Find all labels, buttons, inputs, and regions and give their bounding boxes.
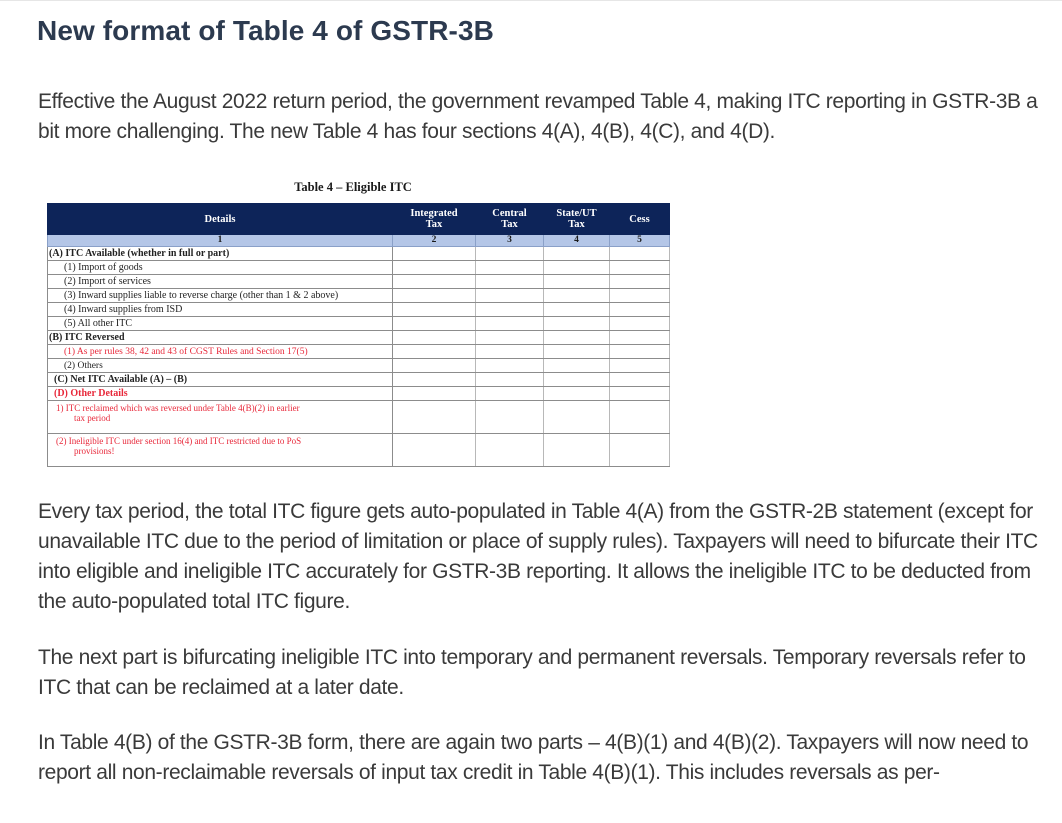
cell-state: [544, 247, 610, 261]
cell-central: [476, 359, 544, 373]
figure-title: Table 4 – Eligible ITC: [294, 180, 412, 194]
cell-integrated: [393, 317, 476, 331]
table-row: [48, 303, 670, 317]
cell-state: [544, 289, 610, 303]
cell-state: [544, 345, 610, 359]
row-label-line2: provisions!: [74, 446, 115, 456]
cell-central: [476, 247, 544, 261]
row-label: (C) Net ITC Available (A) – (B): [48, 373, 393, 387]
cell-integrated: [393, 373, 476, 387]
col-number: 4: [544, 235, 610, 247]
row-label-line2: tax period: [74, 413, 111, 423]
row-label: (B) ITC Reversed: [48, 331, 393, 345]
cell-cess: [610, 331, 670, 345]
cell-central: [476, 387, 544, 401]
cell-integrated: [393, 401, 476, 434]
table-row: [48, 345, 670, 359]
intro-paragraph: Effective the August 2022 return period, the government revamped Table 4, making ITC reporting in GSTR-3B a bit more challenging. The new Table 4 has four sections 4(A), 4(B), 4(C), and 4(D).: [38, 90, 1038, 143]
column-number-row: [48, 235, 670, 247]
cell-cess: [610, 373, 670, 387]
cell-integrated: [393, 247, 476, 261]
cell-central: [476, 317, 544, 331]
cell-integrated: [393, 387, 476, 401]
cell-state: [544, 275, 610, 289]
table-row: [48, 387, 670, 401]
cell-integrated: [393, 261, 476, 275]
row-label: (2) Import of services: [48, 275, 393, 289]
row-label: (A) ITC Available (whether in full or part): [48, 247, 393, 261]
col-header-details: Details: [48, 204, 393, 235]
table-row: [48, 359, 670, 373]
col-number: 5: [610, 235, 670, 247]
cell-integrated: [393, 345, 476, 359]
table-row: [48, 317, 670, 331]
page-title: New format of Table 4 of GSTR-3B: [37, 15, 494, 46]
cell-state: [544, 387, 610, 401]
table-row: [48, 275, 670, 289]
table4b-paragraph: In Table 4(B) of the GSTR-3B form, there are again two parts – 4(B)(1) and 4(B)(2). Taxpayers will now need to report all non-reclaimable reversals of input tax credit in Table 4(B)(1). This includes reversals as per-: [38, 731, 1029, 784]
cell-central: [476, 275, 544, 289]
row-label: (1) Import of goods: [48, 261, 393, 275]
row-label: (4) Inward supplies from ISD: [48, 303, 393, 317]
cell-cess: [610, 261, 670, 275]
row-label: [48, 401, 393, 434]
cell-cess: [610, 289, 670, 303]
row-label: (2) Others: [48, 359, 393, 373]
row-label: (3) Inward supplies liable to reverse charge (other than 1 & 2 above): [48, 289, 393, 303]
cell-cess: [610, 303, 670, 317]
cell-integrated: [393, 331, 476, 345]
cell-central: [476, 303, 544, 317]
cell-central: [476, 331, 544, 345]
col-header-central-tax: Central Tax: [476, 204, 544, 235]
cell-cess: [610, 387, 670, 401]
table-row: [48, 373, 670, 387]
cell-central: [476, 289, 544, 303]
cell-central: [476, 261, 544, 275]
eligible-itc-table: [47, 203, 670, 467]
cell-integrated: [393, 275, 476, 289]
cell-cess: [610, 275, 670, 289]
col-header-cess: Cess: [610, 204, 670, 235]
cell-state: [544, 373, 610, 387]
cell-integrated: [393, 289, 476, 303]
col-header-integrated-tax: Integrated Tax: [393, 204, 476, 235]
col-number: 2: [393, 235, 476, 247]
table-row: [48, 261, 670, 275]
cell-cess: [610, 345, 670, 359]
row-label-line1: 1) ITC reclaimed which was reversed under Table 4(B)(2) in earlier: [56, 403, 300, 413]
row-label: [48, 434, 393, 467]
row-label: (D) Other Details: [48, 387, 393, 401]
col-header-state-ut-tax: State/UT Tax: [544, 204, 610, 235]
cell-central: [476, 434, 544, 467]
top-divider: [0, 0, 1062, 1]
cell-central: [476, 401, 544, 434]
cell-state: [544, 317, 610, 331]
cell-cess: [610, 401, 670, 434]
table-row: [48, 434, 670, 467]
cell-central: [476, 373, 544, 387]
table-row: [48, 401, 670, 434]
col-number: 1: [48, 235, 393, 247]
table-row: [48, 247, 670, 261]
cell-state: [544, 401, 610, 434]
cell-state: [544, 359, 610, 373]
table-row: [48, 331, 670, 345]
col-number: 3: [476, 235, 544, 247]
cell-state: [544, 303, 610, 317]
reversal-paragraph: The next part is bifurcating ineligible ITC into temporary and permanent reversals. Temporary reversals refer to ITC that can be reclaimed at a later date.: [38, 646, 1026, 699]
table-header-row: [48, 204, 670, 235]
cell-cess: [610, 434, 670, 467]
cell-integrated: [393, 359, 476, 373]
cell-cess: [610, 247, 670, 261]
cell-central: [476, 345, 544, 359]
table-row: [48, 289, 670, 303]
cell-integrated: [393, 434, 476, 467]
row-label-line1: (2) Ineligible ITC under section 16(4) and ITC restricted due to PoS: [56, 436, 302, 446]
table4-figure: [47, 176, 669, 467]
cell-integrated: [393, 303, 476, 317]
cell-state: [544, 331, 610, 345]
cell-cess: [610, 359, 670, 373]
cell-cess: [610, 317, 670, 331]
cell-state: [544, 261, 610, 275]
cell-state: [544, 434, 610, 467]
auto-populate-paragraph: Every tax period, the total ITC figure gets auto-populated in Table 4(A) from the GSTR-2B statement (except for unavailable ITC due to the period of limitation or place of supply rules). Taxpayers will need to bifurcate their ITC into eligible and ineligible ITC accurately for GSTR-3B reporting. It allows the ineligible ITC to be deducted from the auto-populated total ITC figure.: [38, 500, 1038, 613]
row-label: (5) All other ITC: [48, 317, 393, 331]
row-label: (1) As per rules 38, 42 and 43 of CGST Rules and Section 17(5): [48, 345, 393, 359]
